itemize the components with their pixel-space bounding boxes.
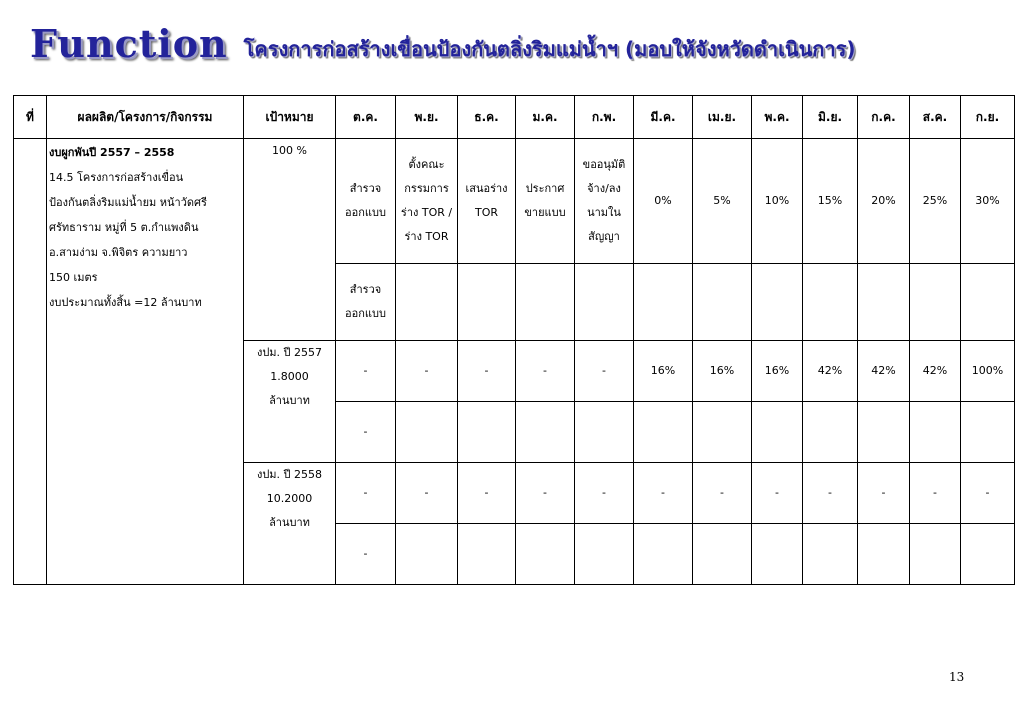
- header-cell: ต.ค.: [336, 96, 396, 139]
- plan-cell: 42%: [858, 341, 910, 402]
- actual-cell: [575, 402, 634, 463]
- slide-title: [30, 14, 856, 66]
- target-line: งปม. ปี 2557: [256, 346, 323, 359]
- description-line: ศรัทธาราม หมู่ที่ 5 ต.กำแพงดิน: [49, 221, 199, 234]
- actual-cell: [910, 402, 961, 463]
- plan-cell: 16%: [634, 341, 693, 402]
- actual-cell: [575, 524, 634, 585]
- actual-cell: [693, 264, 752, 341]
- plan-cell: -: [634, 463, 693, 524]
- actual-cell: สำรวจ ออกแบบ: [336, 264, 396, 341]
- actual-cell: [693, 402, 752, 463]
- title-subtitle: โครงการก่อสร้างเขื่อนป้องกันตลิ่งริมแม่น้ำฯ (มอบให้จังหวัดดำเนินการ): [243, 37, 856, 61]
- actual-cell: [458, 264, 516, 341]
- description-line: อ.สามง่าม จ.พิจิตร ความยาว: [49, 246, 188, 259]
- header-cell: ก.ค.: [858, 96, 910, 139]
- actual-cell: [575, 264, 634, 341]
- plan-cell: 42%: [803, 341, 858, 402]
- plan-cell: -: [516, 341, 575, 402]
- actual-cell: [961, 524, 1015, 585]
- actual-cell: [634, 402, 693, 463]
- page-number: 13: [949, 670, 965, 684]
- actual-cell: [396, 264, 458, 341]
- actual-cell: [693, 524, 752, 585]
- target-line: งปม. ปี 2558: [256, 468, 323, 481]
- actual-cell: -: [336, 402, 396, 463]
- actual-cell: [634, 524, 693, 585]
- actual-cell: [396, 402, 458, 463]
- actual-cell: [396, 524, 458, 585]
- header-cell: ธ.ค.: [458, 96, 516, 139]
- actual-cell: [516, 524, 575, 585]
- actual-cell: [458, 524, 516, 585]
- project-plan-table: [13, 95, 1015, 585]
- header-cell: พ.ค.: [752, 96, 803, 139]
- header-cell: มิ.ย.: [803, 96, 858, 139]
- header-cell: พ.ย.: [396, 96, 458, 139]
- plan-cell: -: [336, 463, 396, 524]
- plan-cell: 16%: [693, 341, 752, 402]
- plan-cell: 42%: [910, 341, 961, 402]
- actual-cell: [858, 402, 910, 463]
- actual-cell: [910, 264, 961, 341]
- plan-cell: 0%: [634, 139, 693, 264]
- plan-cell: -: [910, 463, 961, 524]
- plan-cell: 25%: [910, 139, 961, 264]
- plan-cell: -: [803, 463, 858, 524]
- plan-cell: ตั้งคณะกรรมการร่าง TOR /ร่าง TOR: [396, 139, 458, 264]
- target-line: 100 %: [272, 144, 307, 157]
- plan-cell: -: [458, 463, 516, 524]
- actual-cell: [516, 264, 575, 341]
- actual-cell: [803, 402, 858, 463]
- plan-cell: -: [575, 463, 634, 524]
- plan-cell: 10%: [752, 139, 803, 264]
- plan-cell: 15%: [803, 139, 858, 264]
- target-cell: [244, 139, 336, 341]
- item-number-cell: [14, 139, 47, 585]
- header-cell: มี.ค.: [634, 96, 693, 139]
- actual-cell: [910, 524, 961, 585]
- plan-cell: ประกาศขายแบบ: [516, 139, 575, 264]
- plan-cell: -: [752, 463, 803, 524]
- header-cell: เป้าหมาย: [244, 96, 336, 139]
- actual-cell: [803, 524, 858, 585]
- plan-cell: -: [858, 463, 910, 524]
- actual-cell: [803, 264, 858, 341]
- plan-cell: -: [516, 463, 575, 524]
- plan-cell: -: [396, 341, 458, 402]
- plan-cell: เสนอร่าง TOR: [458, 139, 516, 264]
- target-cell: [244, 463, 336, 585]
- actual-cell: [752, 264, 803, 341]
- plan-cell: 5%: [693, 139, 752, 264]
- actual-cell: [516, 402, 575, 463]
- header-cell: ก.ย.: [961, 96, 1015, 139]
- plan-cell: -: [458, 341, 516, 402]
- plan-cell: 20%: [858, 139, 910, 264]
- target-line: ล้านบาท: [269, 394, 310, 407]
- plan-cell: -: [336, 341, 396, 402]
- plan-cell: 16%: [752, 341, 803, 402]
- actual-cell: [752, 402, 803, 463]
- plan-cell: 100%: [961, 341, 1015, 402]
- table-header-row: [14, 96, 1015, 139]
- actual-cell: [961, 264, 1015, 341]
- header-cell: เม.ย.: [693, 96, 752, 139]
- header-cell: ที่: [14, 96, 47, 139]
- header-cell: ก.พ.: [575, 96, 634, 139]
- description-line: 150 เมตร: [49, 271, 98, 284]
- description-line: งบผูกพันปี 2557 – 2558: [49, 146, 175, 159]
- description-line: ป้องกันตลิ่งริมแม่น้ำยม หน้าวัดศรี: [49, 196, 207, 209]
- plan-cell: ขออนุมัติจ้าง/ลงนามในสัญญา: [575, 139, 634, 264]
- plan-cell: -: [396, 463, 458, 524]
- target-line: 10.2000: [266, 492, 313, 505]
- description-line: 14.5 โครงการก่อสร้างเขื่อน: [49, 171, 184, 184]
- target-line: ล้านบาท: [269, 516, 310, 529]
- table-row: [14, 139, 1015, 264]
- title-main: Function: [30, 21, 228, 66]
- header-cell: ม.ค.: [516, 96, 575, 139]
- plan-cell: 30%: [961, 139, 1015, 264]
- actual-cell: [858, 264, 910, 341]
- actual-cell: [961, 402, 1015, 463]
- plan-cell: -: [575, 341, 634, 402]
- header-cell: ผลผลิต/โครงการ/กิจกรรม: [47, 96, 244, 139]
- plan-cell: -: [693, 463, 752, 524]
- header-cell: ส.ค.: [910, 96, 961, 139]
- actual-cell: [752, 524, 803, 585]
- actual-cell: [858, 524, 910, 585]
- project-description-cell: [47, 139, 244, 585]
- plan-cell: สำรวจ ออกแบบ: [336, 139, 396, 264]
- target-line: 1.8000: [270, 370, 309, 383]
- plan-cell: -: [961, 463, 1015, 524]
- target-cell: [244, 341, 336, 463]
- actual-cell: -: [336, 524, 396, 585]
- actual-cell: [458, 402, 516, 463]
- actual-cell: [634, 264, 693, 341]
- description-line: งบประมาณทั้งสิ้น =12 ล้านบาท: [49, 296, 202, 309]
